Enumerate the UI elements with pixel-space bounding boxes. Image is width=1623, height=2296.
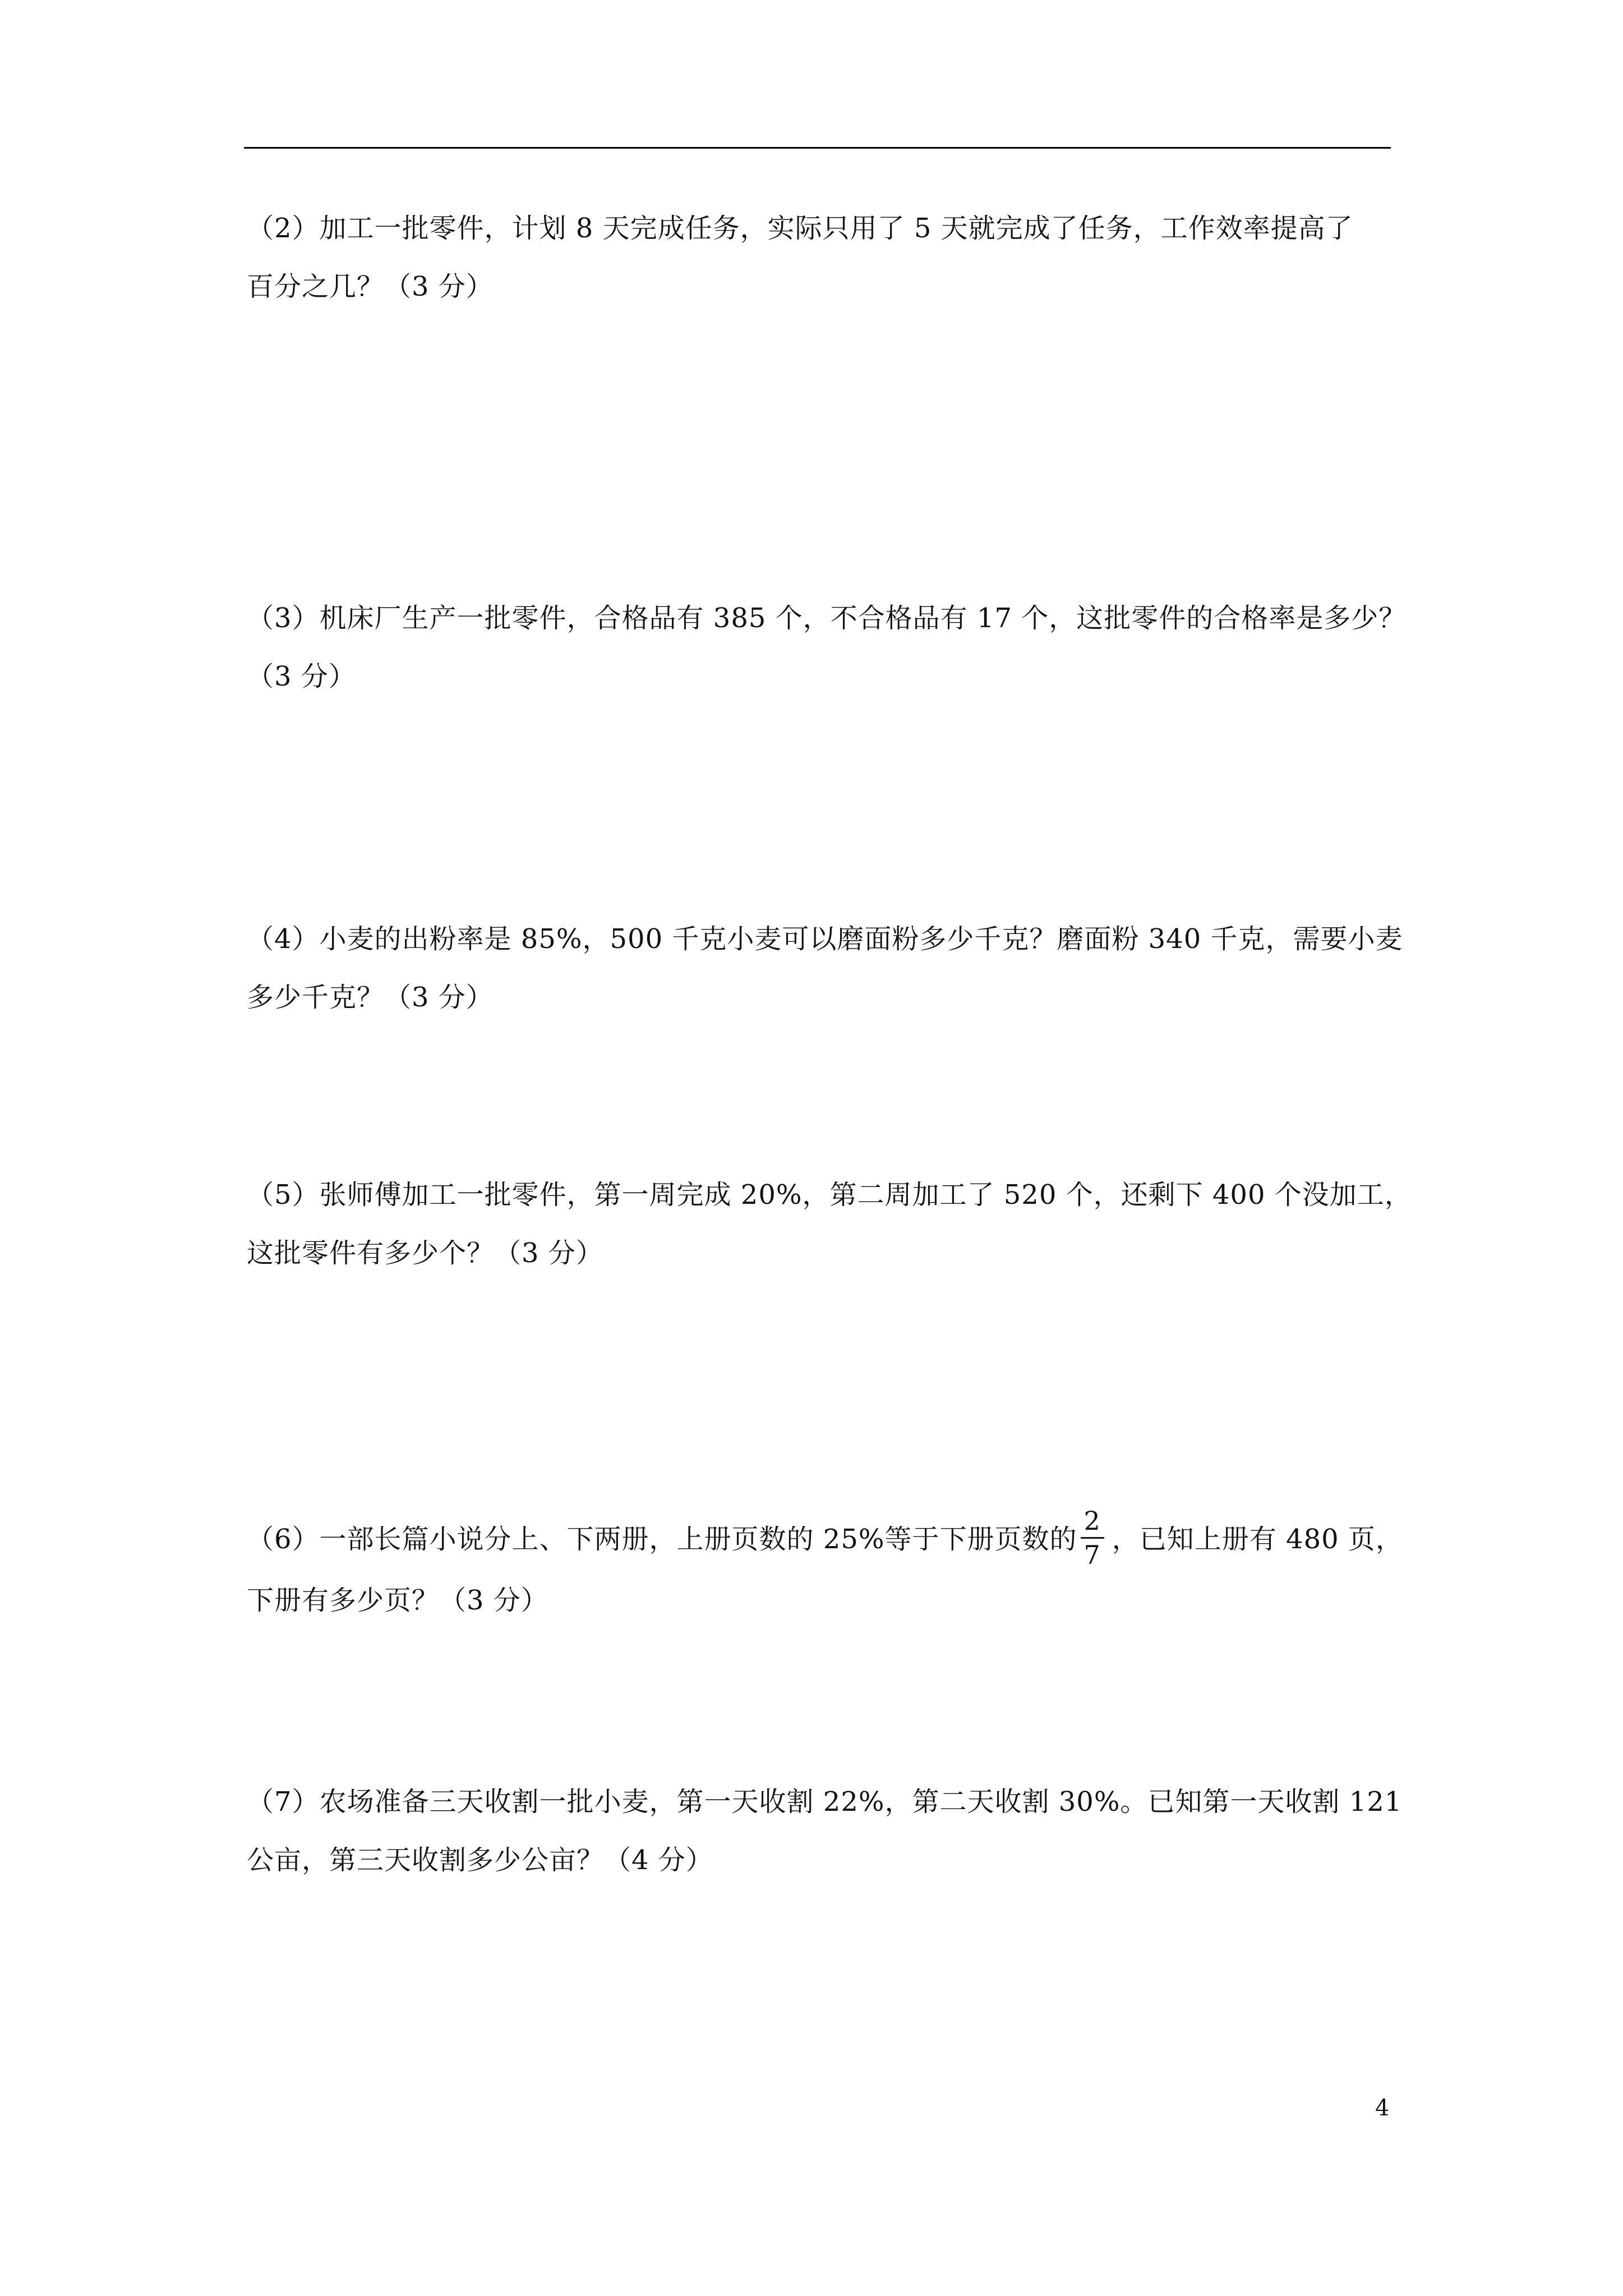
- question-5: [247, 1166, 1412, 1282]
- question-3-line-2: （3 分）: [247, 661, 356, 692]
- question-6-line-2: 下册有多少页？（3 分）: [247, 1585, 548, 1616]
- fraction-two-sevenths: [1081, 1508, 1104, 1568]
- question-2: [247, 199, 1391, 316]
- question-5-line-2: 这批零件有多少个？（3 分）: [247, 1237, 603, 1269]
- question-2-line-2: 百分之几？（3 分）: [247, 271, 494, 302]
- question-4-line-2: 多少千克？（3 分）: [247, 982, 494, 1013]
- question-7-line-1: （7）农场准备三天收割一批小麦，第一天收割 22%，第二天收割 30%。已知第一天收割 121: [247, 1786, 1403, 1818]
- question-6-line-1: [247, 1506, 1403, 1571]
- question-4-line-1: （4）小麦的出粉率是 85%，500 千克小麦可以磨面粉多少千克？磨面粉 340 千克，需要小麦: [247, 923, 1403, 955]
- question-7-line-2: 公亩，第三天收割多少公亩？（4 分）: [247, 1844, 713, 1876]
- fraction-bar: [1081, 1537, 1104, 1539]
- question-3: [247, 589, 1407, 706]
- question-3-line-1: （3）机床厂生产一批零件，合格品有 385 个，不合格品有 17 个，这批零件的合格率是多少？: [247, 602, 1407, 634]
- question-5-line-1: （5）张师傅加工一批零件，第一周完成 20%，第二周加工了 520 个，还剩下 400 个没加工，: [247, 1179, 1412, 1211]
- fraction-denominator: 7: [1083, 1540, 1101, 1570]
- question-6: [247, 1506, 1403, 1630]
- question-6-line-1-before: （6）一部长篇小说分上、下两册，上册页数的 25%等于下册页数的: [247, 1524, 1077, 1555]
- question-7: [247, 1773, 1403, 1889]
- question-4: [247, 910, 1403, 1027]
- header-rule: [244, 147, 1391, 149]
- page-number: 4: [1375, 2095, 1390, 2121]
- question-6-line-1-after: ，已知上册有 480 页，: [1112, 1524, 1403, 1555]
- question-2-line-1: （2）加工一批零件，计划 8 天完成任务，实际只用了 5 天就完成了任务，工作效率提高了: [247, 213, 1353, 244]
- fraction-numerator: 2: [1083, 1506, 1101, 1536]
